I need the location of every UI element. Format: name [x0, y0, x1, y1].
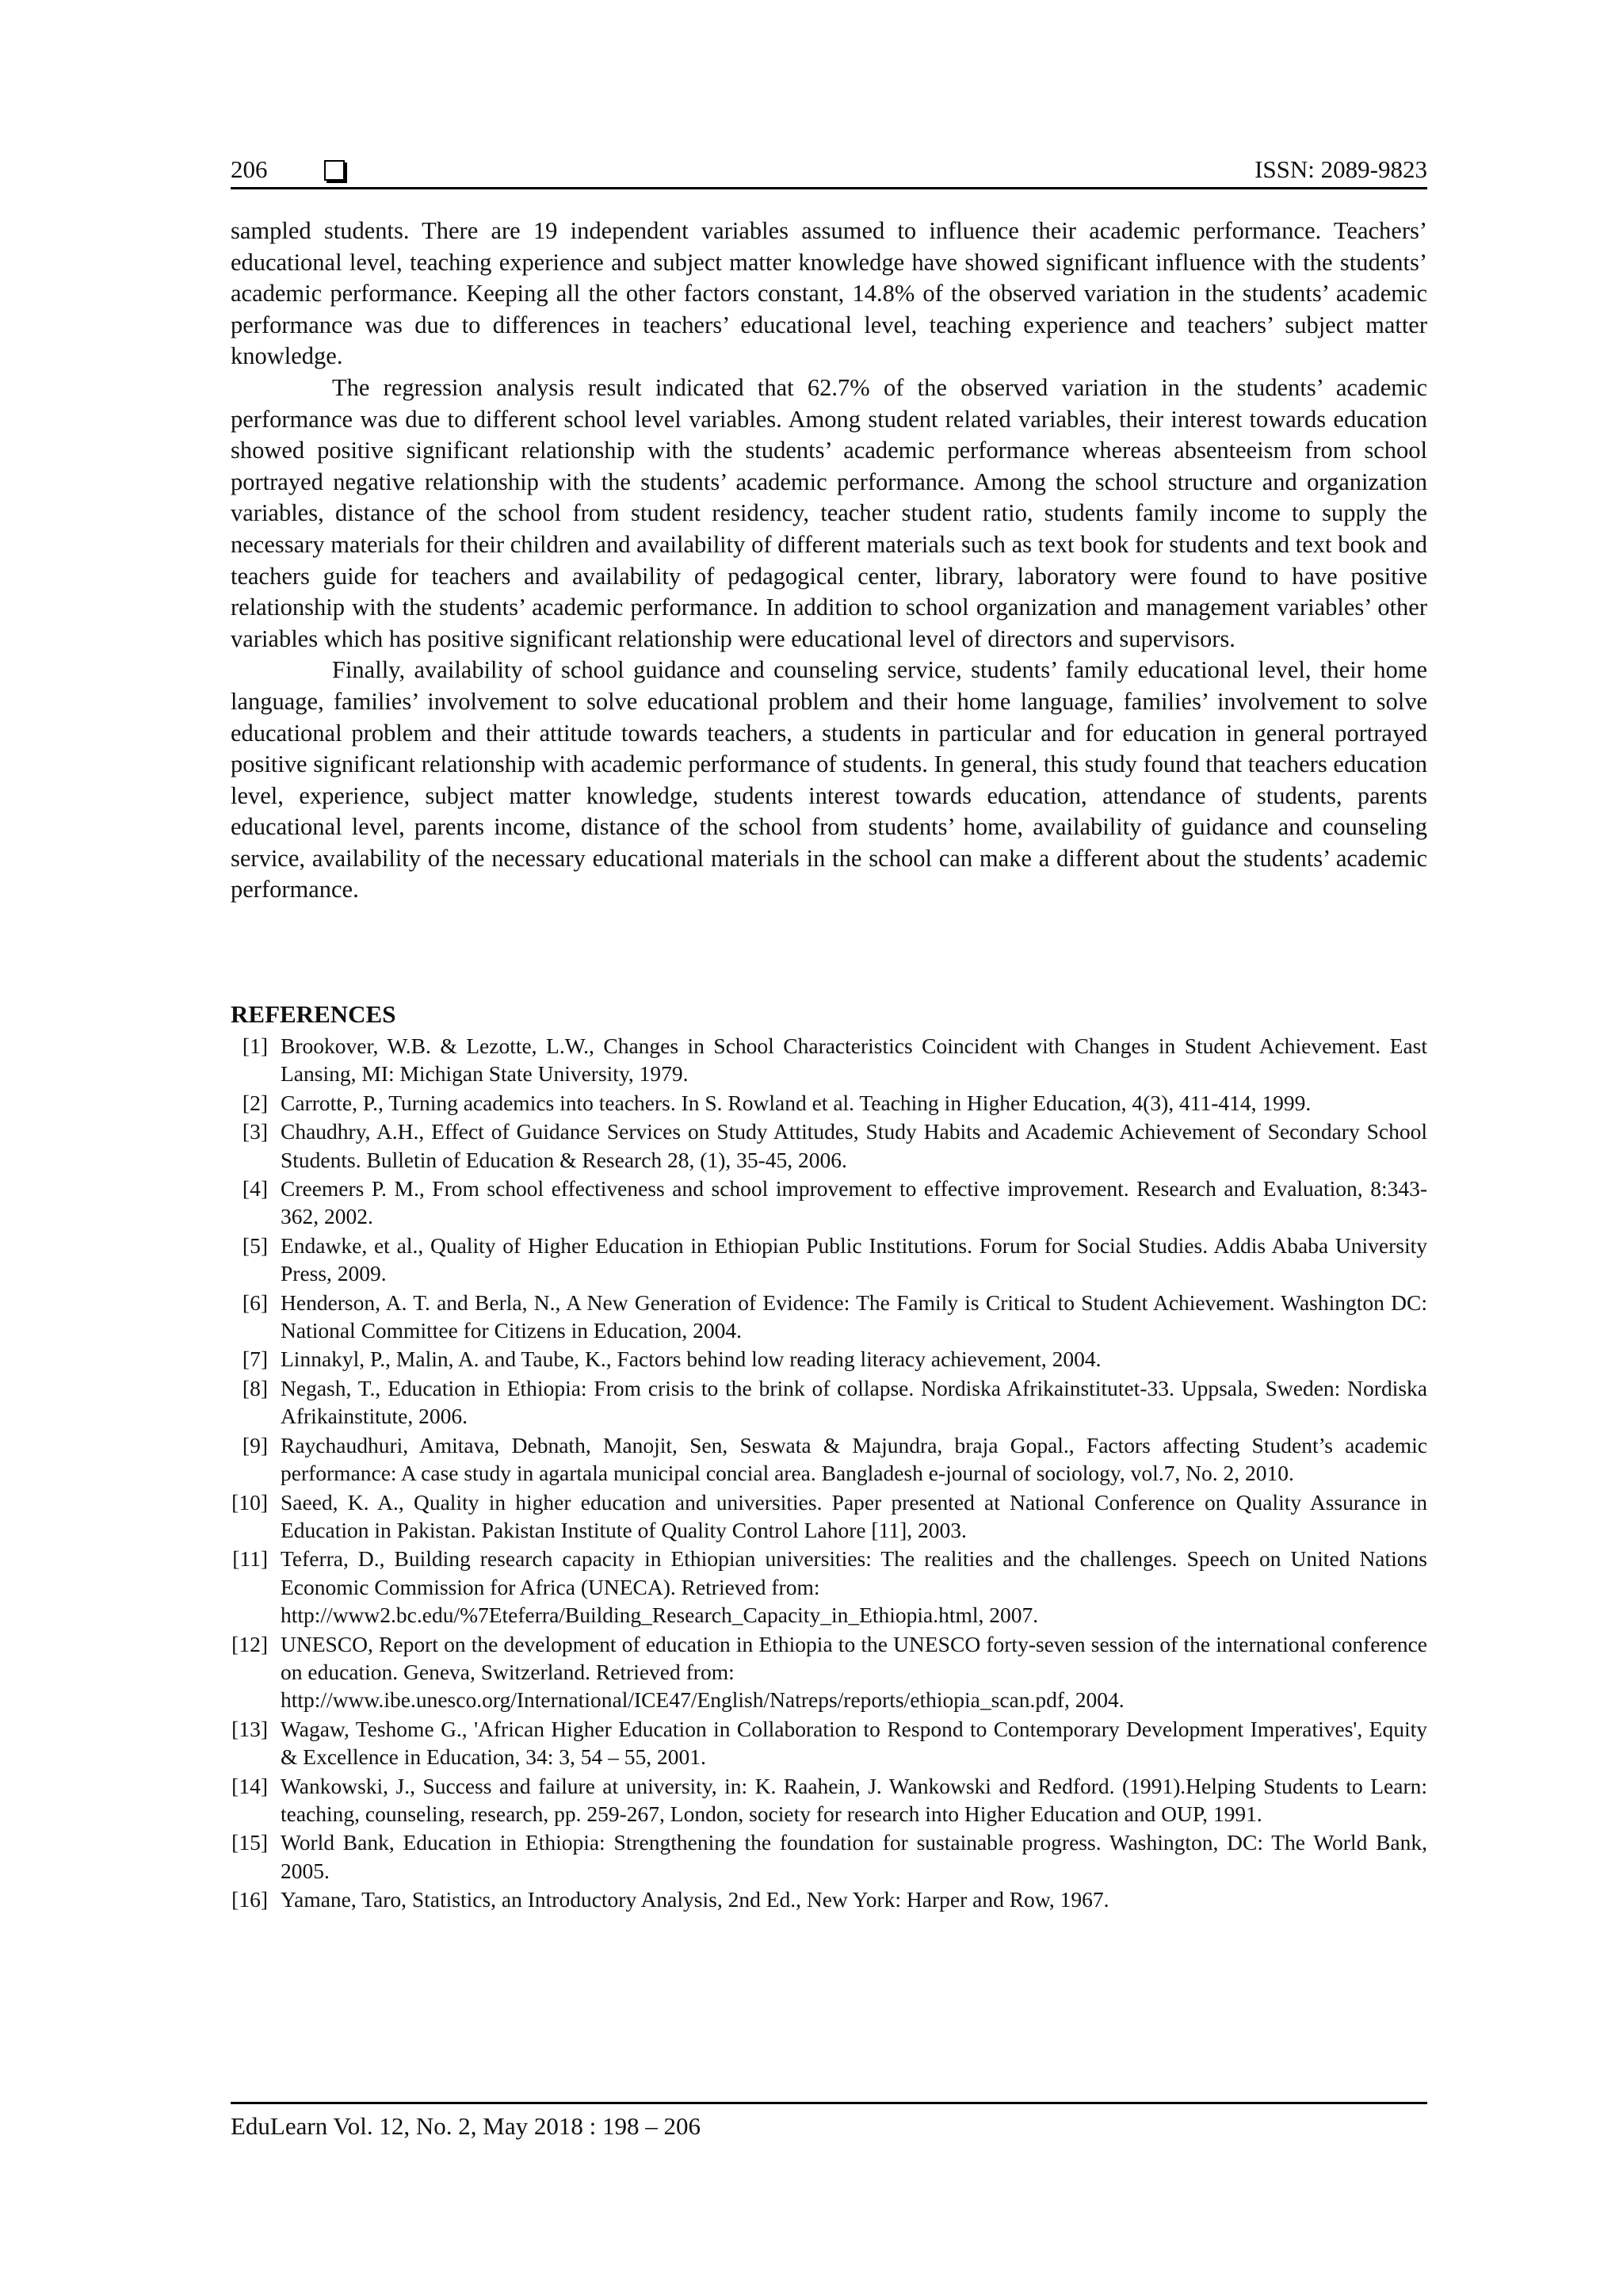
page-number: 206 — [231, 155, 268, 183]
reference-number: [15] — [231, 1830, 268, 1855]
reference-number: [2] — [242, 1090, 268, 1115]
reference-text: UNESCO, Report on the development of education in Ethiopia to the UNESCO forty-seven session of the international conference on education. Geneva, Switzerland. Retrieved from: — [281, 1631, 1427, 1684]
reference-text: Brookover, W.B. & Lezotte, L.W., Changes in School Characteristics Coincident with Changes in Student Achievement. East Lansing, MI: Michigan State University, 1979. — [281, 1033, 1427, 1087]
reference-text: Endawke, et al., Quality of Higher Education in Ethiopian Public Institutions. Forum for Social Studies. Addis Ababa University Press, 2009. — [281, 1232, 1427, 1286]
paragraph: The regression analysis result indicated that 62.7% of the observed variation in the students’ academic performance was due to different school level variables. Among student related variables, their interest towards education showed positive significant relationship with the students’ academic performance whereas absenteeism from school portrayed negative relationship with the students’ academic performance. Among the school structure and organization variables, distance of the school from student residency, teacher student ratio, students family income to supply the necessary materials for their children and availability of different materials such as text book for students and text book and teachers guide for teachers and availability of pedagogical center, library, laboratory were found to have positive relationship with the students’ academic performance. In addition to school organization and management variables’ other variables which has positive significant relationship were educational level of directors and supervisors. — [231, 373, 1427, 652]
reference-text: Yamane, Taro, Statistics, an Introductory Analysis, 2nd Ed., New York: Harper and Row, 1967. — [281, 1887, 1109, 1912]
journal-citation: EduLearn Vol. 12, No. 2, May 2018 : 198 – 206 — [231, 2112, 701, 2140]
reference-list — [220, 1032, 1427, 1915]
reference-item — [220, 1232, 1427, 1288]
reference-text: Negash, T., Education in Ethiopia: From crisis to the brink of collapse. Nordiska Afrikainstitutet-33. Uppsala, Sweden: Nordiska Afrikainstitute, 2006. — [281, 1375, 1427, 1429]
reference-number: [11] — [232, 1546, 268, 1572]
reference-number: [6] — [242, 1289, 268, 1315]
reference-text: Henderson, A. T. and Berla, N., A New Generation of Evidence: The Family is Critical to Student Achievement. Washington DC: National Committee for Citizens in Education, 2004. — [281, 1289, 1427, 1343]
reference-text: Linnakyl, P., Malin, A. and Taube, K., Factors behind low reading literacy achievement, 2004. — [281, 1347, 1102, 1372]
reference-item — [220, 1175, 1427, 1231]
reference-text: Teferra, D., Building research capacity in Ethiopian universities: The realities and the challenges. Speech on United Nations Economic Commission for Africa (UNECA). Retrieved from: — [281, 1546, 1427, 1599]
reference-url[interactable]: http://www2.bc.edu/%7Eteferra/Building_Research_Capacity_in_Ethiopia.html, 2007. — [281, 1603, 1039, 1628]
reference-item — [220, 1374, 1427, 1431]
reference-number: [14] — [231, 1773, 268, 1798]
reference-text: Raychaudhuri, Amitava, Debnath, Manojit, Sen, Seswata & Majundra, braja Gopal., Factors affecting Student’s academic performance: A case study in agartala municipal concial area. Bangladesh e-journal of sociology, vol.7, No. 2, 2010. — [281, 1432, 1427, 1486]
reference-number: [16] — [231, 1887, 268, 1912]
reference-number: [7] — [242, 1347, 268, 1372]
reference-text: Creemers P. M., From school effectiveness and school improvement to effective improvement. Research and Evaluation, 8:343-362, 2002. — [281, 1176, 1427, 1229]
reference-item — [220, 1545, 1427, 1629]
reference-url[interactable]: http://www.ibe.unesco.org/International/ICE47/English/Natreps/reports/ethiopia_scan.pdf, 2004. — [281, 1687, 1125, 1713]
reference-item — [220, 1117, 1427, 1174]
reference-number: [8] — [242, 1375, 268, 1400]
reference-item — [220, 1488, 1427, 1545]
reference-text: World Bank, Education in Ethiopia: Strengthening the foundation for sustainable progress. Washington, DC: The World Bank, 2005. — [281, 1830, 1427, 1883]
reference-number: [10] — [231, 1489, 268, 1515]
reference-number: [12] — [231, 1631, 268, 1656]
paragraph: sampled students. There are 19 independent variables assumed to influence their academic performance. Teachers’ educational level, teaching experience and subject matter knowledge have showed significant influence with the students’ academic performance. Keeping all the other factors constant, 14.8% of the observed variation in the students’ academic performance was due to differences in teachers’ educational level, teaching experience and teachers’ subject matter knowledge. — [231, 217, 1427, 370]
reference-item — [220, 1772, 1427, 1828]
page-footer — [231, 2102, 1427, 2141]
reference-item — [220, 1089, 1427, 1117]
reference-number: [5] — [242, 1232, 268, 1258]
reference-number: [1] — [242, 1033, 268, 1058]
paragraph: Finally, availability of school guidance and counseling service, students’ family educational level, their home language, families’ involvement to solve educational problem and their home language, families’ involvement to solve educational problem and their attitude towards teachers, a students in particular and for education in general portrayed positive significant relationship with academic performance of students. In general, this study found that teachers education level, experience, subject matter knowledge, students interest towards education, attendance of students, parents educational level, parents income, distance of the school from students’ home, availability of guidance and counseling service, availability of the necessary educational materials in the school can make a different about the students’ academic performance. — [231, 656, 1427, 904]
reference-number: [13] — [231, 1716, 268, 1741]
reference-item — [220, 1032, 1427, 1088]
reference-number: [4] — [242, 1176, 268, 1201]
reference-item — [220, 1289, 1427, 1345]
reference-item — [220, 1885, 1427, 1913]
reference-item — [220, 1345, 1427, 1373]
page-header — [231, 155, 1427, 189]
reference-text: Wankowski, J., Success and failure at university, in: K. Raahein, J. Wankowski and Redford. (1991).Helping Students to Learn: teaching, counseling, research, pp. 259-267, London, society for research into Higher Education and OUP, 1991. — [281, 1773, 1427, 1826]
reference-text: Chaudhry, A.H., Effect of Guidance Services on Study Attitudes, Study Habits and Academic Achievement of Secondary School Students. Bulletin of Education & Research 28, (1), 35-45, 2006. — [281, 1119, 1427, 1172]
reference-number: [3] — [242, 1119, 268, 1144]
square-bullet-icon — [324, 160, 345, 181]
reference-number: [9] — [242, 1432, 268, 1457]
references-heading: REFERENCES — [231, 1000, 396, 1028]
reference-text: Carrotte, P., Turning academics into teachers. In S. Rowland et al. Teaching in Higher Education, 4(3), 411-414, 1999. — [281, 1090, 1312, 1115]
body-text — [231, 216, 1427, 906]
reference-text: Wagaw, Teshome G., 'African Higher Education in Collaboration to Respond to Contemporary Development Imperatives', Equity & Excellence in Education, 34: 3, 54 – 55, 2001. — [281, 1716, 1427, 1770]
reference-item — [220, 1715, 1427, 1771]
reference-item — [220, 1630, 1427, 1714]
reference-item — [220, 1828, 1427, 1885]
reference-item — [220, 1431, 1427, 1488]
reference-text: Saeed, K. A., Quality in higher education and universities. Paper presented at National Conference on Quality Assurance in Education in Pakistan. Pakistan Institute of Quality Control Lahore [11], 2003. — [281, 1489, 1427, 1542]
issn-label: ISSN: 2089-9823 — [1254, 155, 1427, 183]
